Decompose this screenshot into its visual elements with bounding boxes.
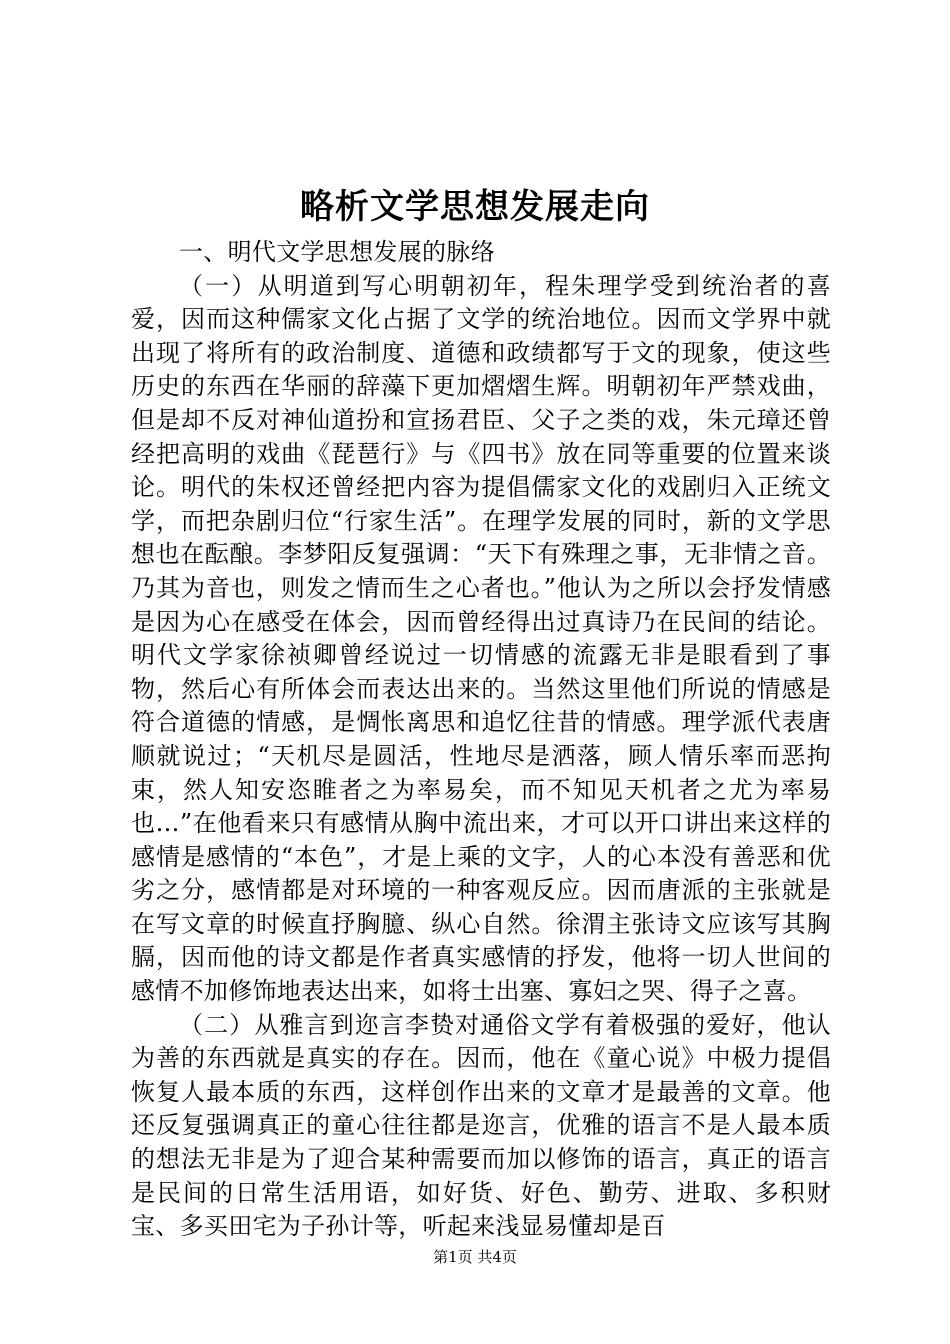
- page-number-footer: 第1页 共4页: [433, 1248, 517, 1266]
- paragraph-2: （二）从雅言到迩言李贽对通俗文学有着极强的爱好，他认为善的东西就是真实的存在。因而，他在《童心说》中极力提倡恢复人最本质的东西，这样创作出来的文章才是最善的文章。他还反复强调真正的童心往往都是迩言，优雅的语言不是人最本质的想法无非是为了迎合某种需要而加以修饰的语言，真正的语言是民间的日常生活用语，如好货、好色、勤劳、进取、多积财宝、多买田宅为子孙计等，听起来浅显易懂却是百: [131, 1010, 831, 1241]
- paragraph-1: （一）从明道到写心明朝初年，程朱理学受到统治者的喜爱，因而这种儒家文化占据了文学的统治地位。因而文学界中就出现了将所有的政治制度、道德和政绩都写于文的现象，使这些历史的东西在华丽的辞藻下更加熠熠生辉。明朝初年严禁戏曲，但是却不反对神仙道扮和宣扬君臣、父子之类的戏，朱元璋还曾经把高明的戏曲《琵琶行》与《四书》放在同等重要的位置来谈论。明代的朱权还曾经把内容为提倡儒家文化的戏剧归入正统文学，而把杂剧归位“行家生活”。在理学发展的同时，新的文学思想也在酝酿。李梦阳反复强调：“天下有殊理之事，无非情之音。乃其为音也，则发之情而生之心者也。”他认为之所以会抒发情感是因为心在感受在体会，因而曾经得出过真诗乃在民间的结论。明代文学家徐祯卿曾经说过一切情感的流露无非是眼看到了事物，然后心有所体会而表达出来的。当然这里他们所说的情感是符合道德的情感，是惆怅离思和追忆往昔的情感。理学派代表唐顺就说过；“天机尽是圆活，性地尽是洒落，顾人情乐率而恶拘束，然人知安恣睢者之为率易矣，而不知见天机者之尤为率易也…”在他看来只有感情从胸中流出来，才可以开口讲出来这样的感情是感情的“本色”，才是上乘的文字，人的心本没有善恶和优劣之分，感情都是对环境的一种客观反应。因而唐派的主张就是在写文章的时候直抒胸臆、纵心自然。徐渭主张诗文应该写其胸膈，因而他的诗文都是作者真实感情的抒发，他将一切人世间的感情不加修饰地表达出来，如将士出塞、寡妇之哭、得子之喜。: [131, 271, 831, 1006]
- section-heading: 一、明代文学思想发展的脉络: [179, 238, 495, 266]
- document-title: 略析文学思想发展走向: [300, 187, 650, 227]
- document-body: [131, 236, 831, 1244]
